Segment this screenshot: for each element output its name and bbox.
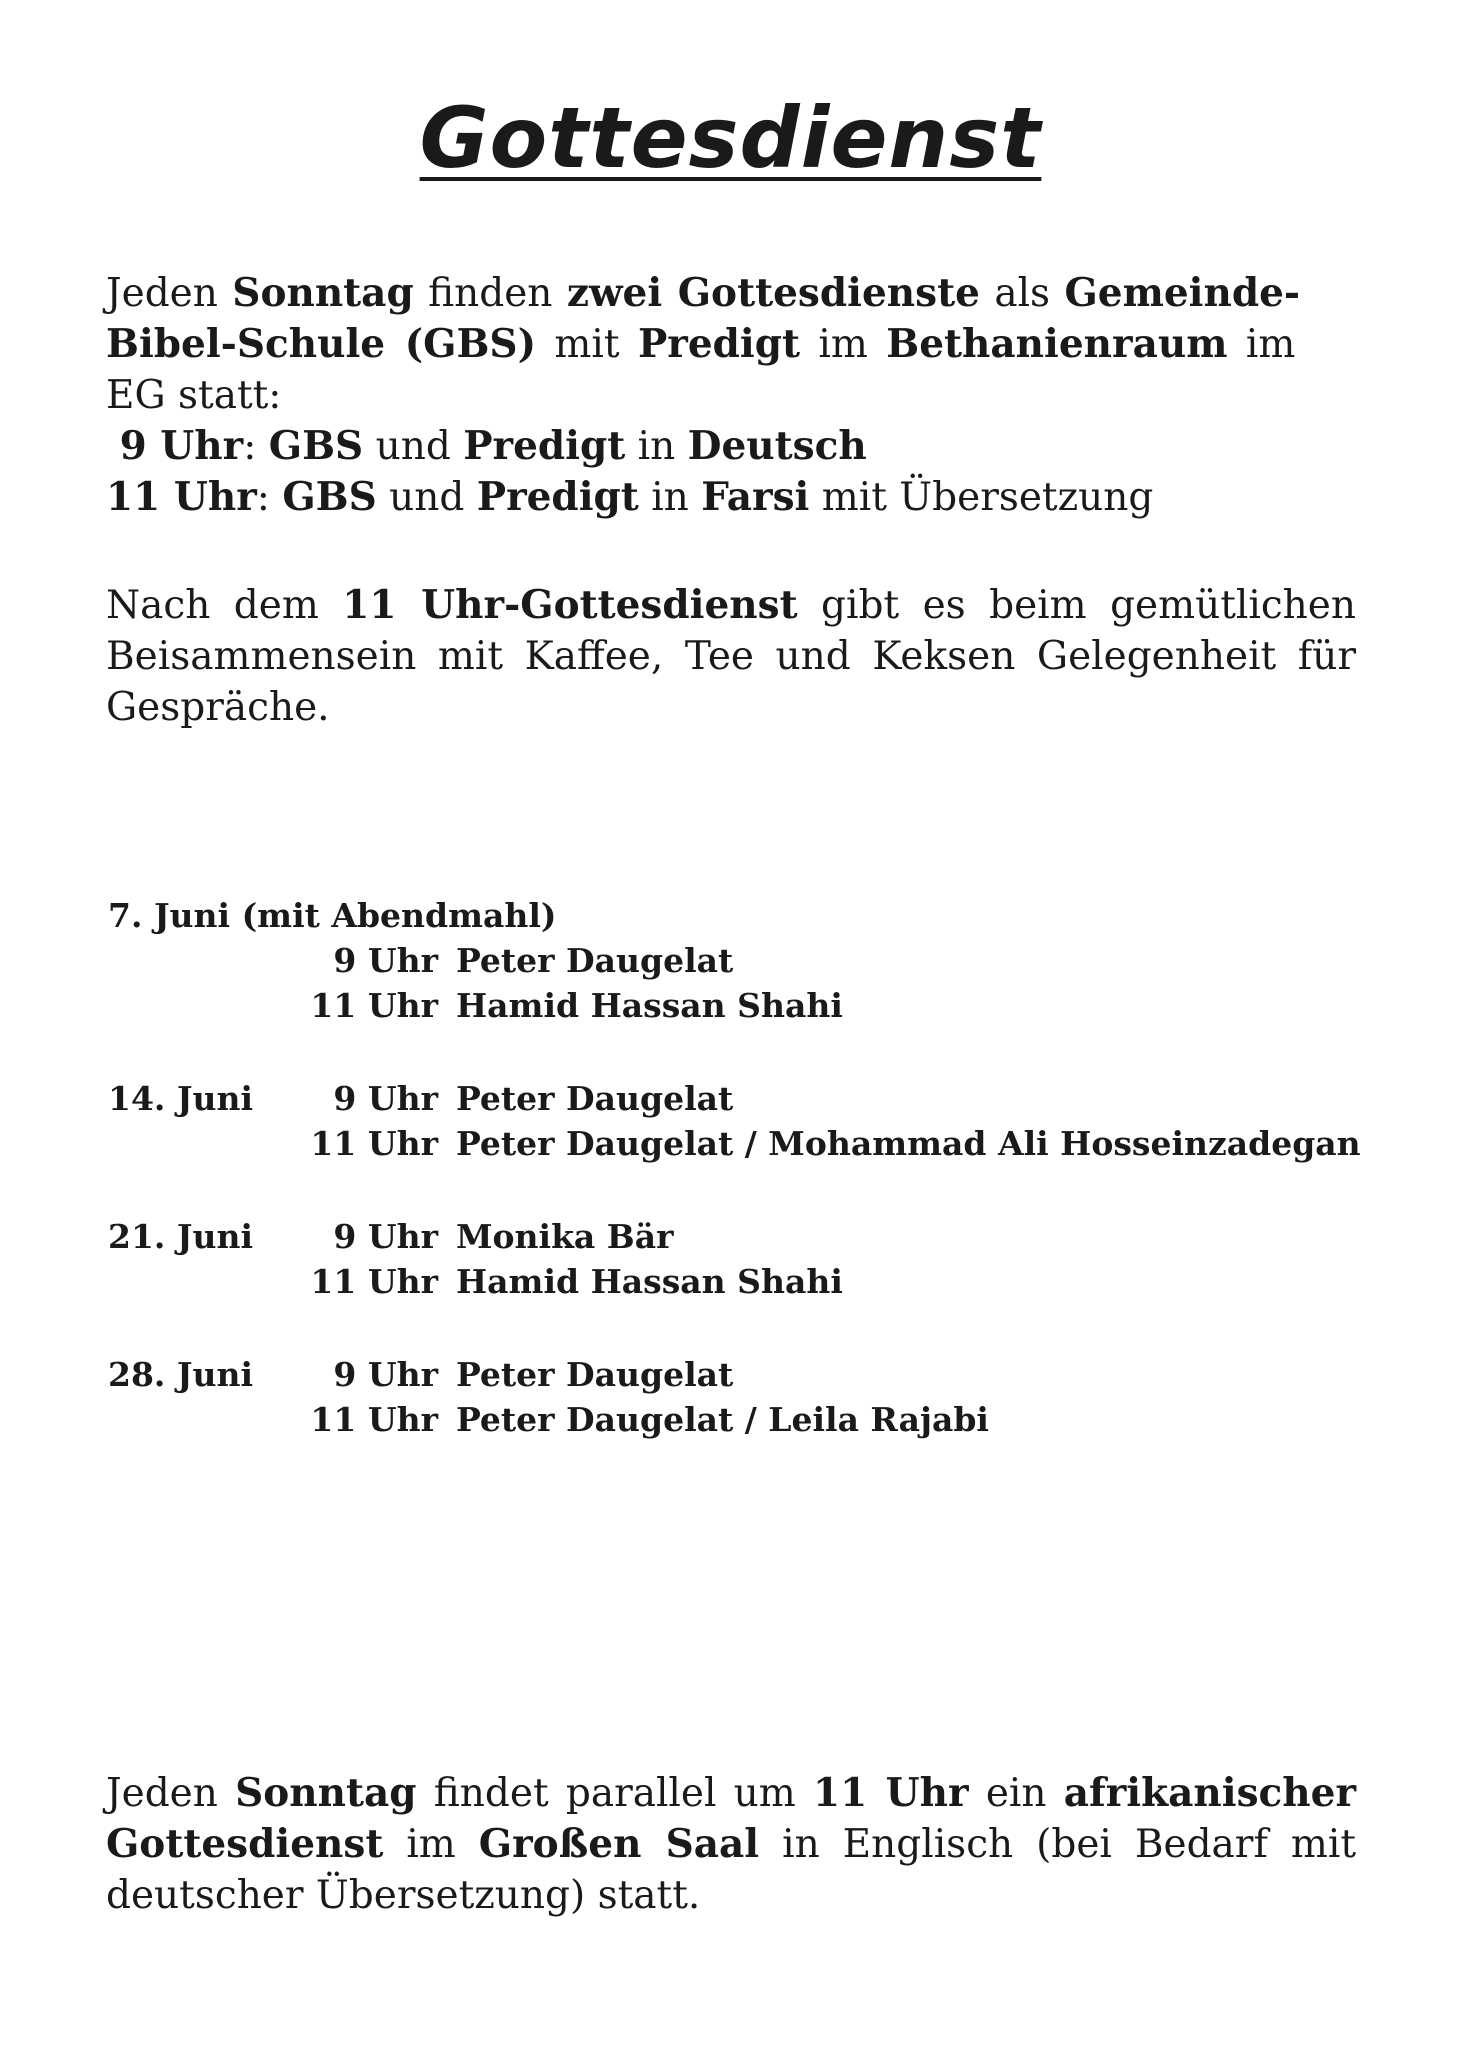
schedule-time: 9 Uhr (333, 1079, 438, 1118)
schedule-time: 11 Uhr (310, 1400, 438, 1439)
schedule-preacher: Hamid Hassan Shahi (456, 1262, 843, 1301)
schedule-preacher: Peter Daugelat (456, 1079, 734, 1118)
schedule-date: 28. Juni (108, 1355, 254, 1394)
after-service-paragraph: Nach dem 11 Uhr-Gottesdienst gibt es beim gemütlichen Beisammensein mit Kaffee, Tee und Keksen Gelegenheit für Gespräche. (106, 582, 1356, 730)
schedule-preacher: Hamid Hassan Shahi (456, 986, 843, 1025)
schedule-preacher: Peter Daugelat (456, 941, 734, 980)
schedule-time: 9 Uhr (333, 1217, 438, 1256)
intro-line-1: Jeden Sonntag finden zwei Gottesdienste als Gemeinde- (106, 270, 1301, 316)
schedule-date: 14. Juni (108, 1079, 254, 1118)
schedule-time: 11 Uhr (310, 1262, 438, 1301)
schedule-time: 11 Uhr (310, 1124, 438, 1163)
intro-line-2: Bibel-Schule (GBS) mit Predigt im Bethanienraum im (106, 321, 1296, 367)
schedule-preacher: Peter Daugelat (456, 1355, 734, 1394)
african-service-paragraph: Jeden Sonntag findet parallel um 11 Uhr ein afrikanischer Gottesdienst im Großen Saal in Englisch (bei Bedarf mit deutscher Übersetzung) statt. (106, 1770, 1356, 1918)
intro-line-3: EG statt: (106, 373, 282, 418)
schedule-preacher: Monika Bär (456, 1217, 674, 1256)
intro-line-5: 11 Uhr: GBS und Predigt in Farsi mit Übersetzung (106, 474, 1154, 520)
schedule-time: 9 Uhr (333, 1355, 438, 1394)
intro-line-4: 9 Uhr: GBS und Predigt in Deutsch (106, 423, 867, 469)
schedule-time: 9 Uhr (333, 941, 438, 980)
schedule-time: 11 Uhr (310, 986, 438, 1025)
intro-paragraph (106, 268, 1356, 523)
schedule-preacher: Peter Daugelat / Leila Rajabi (456, 1400, 989, 1439)
schedule-date: 21. Juni (108, 1217, 254, 1256)
schedule-preacher: Peter Daugelat / Mohammad Ali Hosseinzadegan (456, 1124, 1361, 1163)
page-title: Gottesdienst (419, 89, 1042, 187)
schedule-date: 7. Juni (mit Abendmahl) (108, 896, 557, 935)
